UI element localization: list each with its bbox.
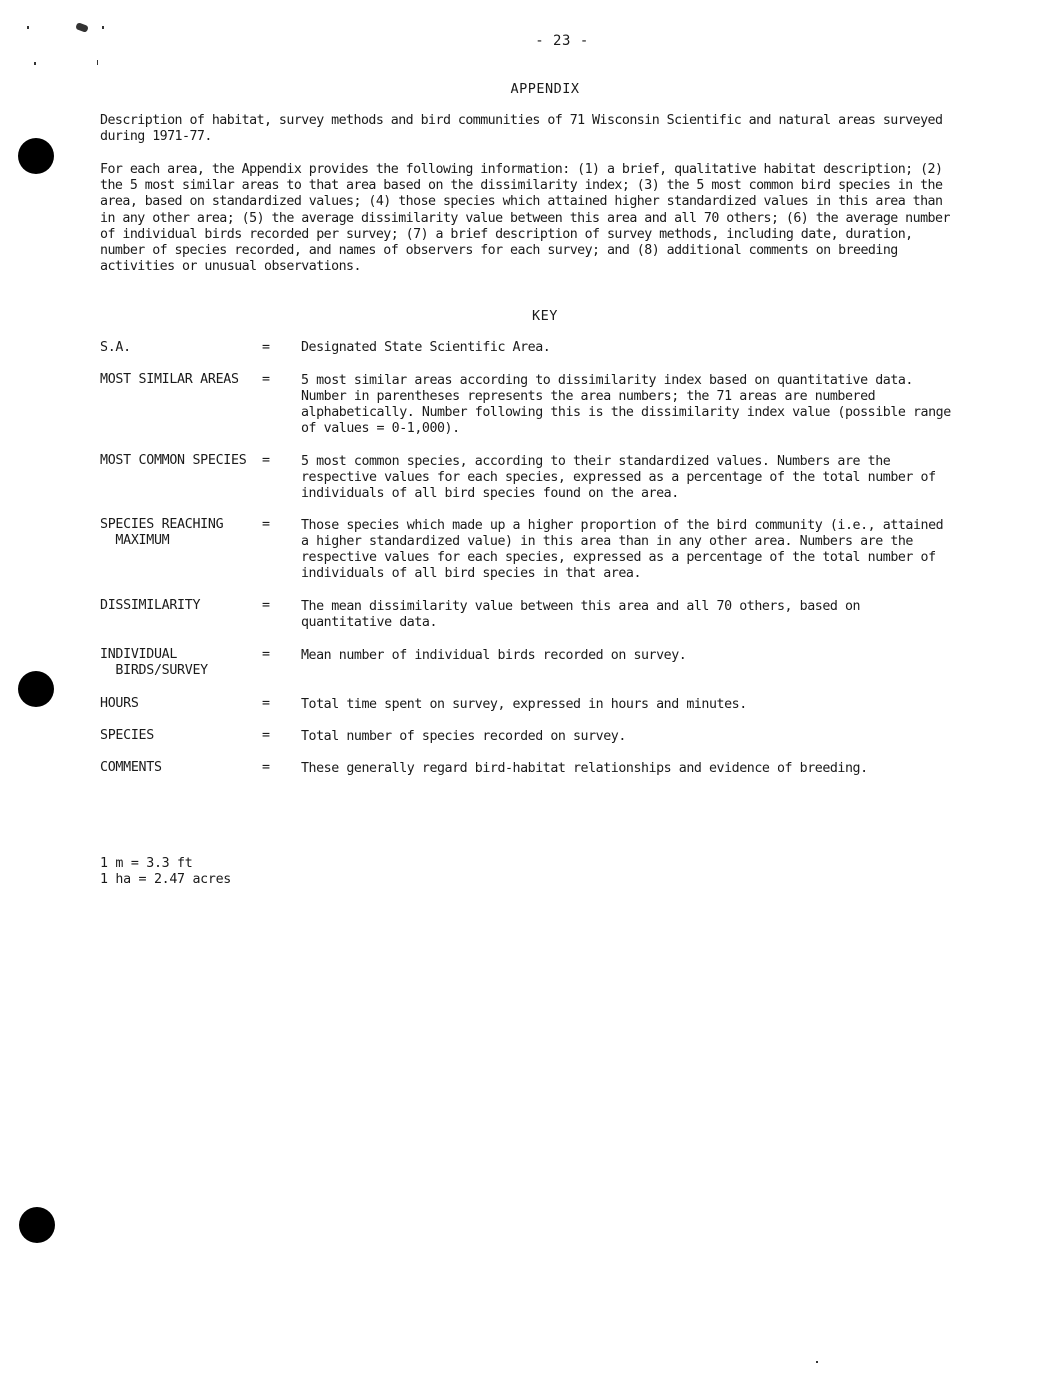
- equals-sign: =: [262, 728, 271, 743]
- equals-sign: =: [262, 647, 271, 662]
- key-definition: The mean dissimilarity value between this area and all 70 others, based on quantitative data.: [301, 599, 861, 630]
- scan-speck: [102, 26, 104, 29]
- scan-speck: [816, 1361, 818, 1363]
- key-term: SPECIES REACHING MAXIMUM: [100, 517, 224, 548]
- key-term: MOST SIMILAR AREAS: [100, 372, 239, 387]
- key-definition: These generally regard bird-habitat relationships and evidence of breeding.: [301, 761, 868, 776]
- punch-hole-middle: [18, 671, 54, 707]
- key-term: HOURS: [100, 696, 139, 711]
- info-paragraph: For each area, the Appendix provides the following information: (1) a brief, qualitative habitat description; (2) the 5 most similar areas to that area based on the dissimilarity index; (3) the 5 most common bird species in the area, based on standardized values; (4) those species which attained higher standardized values in this area than in any other area; (5) the average dissimilarity value between this area and all 70 others; (6) the average number of individual birds recorded per survey; (7) a brief description of survey methods, including date, duration, number of species recorded, and names of observers for each survey; and (8) additional comments on breeding activities or unusual observations.: [100, 162, 950, 275]
- key-definition: 5 most common species, according to their standardized values. Numbers are the respective values for each species, expressed as a percentage of the total number of individuals of all bird species found on the area.: [301, 454, 936, 501]
- appendix-title: APPENDIX: [510, 81, 580, 97]
- conversion-hectares: 1 ha = 2.47 acres: [100, 872, 231, 887]
- equals-sign: =: [262, 598, 271, 613]
- key-term: DISSIMILARITY: [100, 598, 201, 613]
- punch-hole-bottom: [19, 1207, 55, 1243]
- page-number: - 23 -: [535, 33, 589, 49]
- equals-sign: =: [262, 517, 271, 532]
- key-definition: Designated State Scientific Area.: [301, 340, 551, 355]
- intro-paragraph: Description of habitat, survey methods and bird communities of 71 Wisconsin Scientific and natural areas surveyed during 1971-77.: [100, 113, 943, 145]
- scan-speck: [97, 60, 98, 65]
- scan-speck: [27, 26, 29, 29]
- key-definition: Those species which made up a higher proportion of the bird community (i.e., attained a higher standardized value) in this area than in any other area. Numbers are the respective values for each species, expressed as a percentage of the total number of individuals of all bird species in that area.: [301, 518, 944, 581]
- conversion-meters: 1 m = 3.3 ft: [100, 856, 193, 871]
- equals-sign: =: [262, 696, 271, 711]
- key-term: MOST COMMON SPECIES: [100, 453, 247, 468]
- key-term: SPECIES: [100, 728, 154, 743]
- equals-sign: =: [262, 372, 271, 387]
- key-term: COMMENTS: [100, 760, 162, 775]
- equals-sign: =: [262, 340, 271, 355]
- key-definition: Mean number of individual birds recorded on survey.: [301, 648, 687, 663]
- key-definition: 5 most similar areas according to dissimilarity index based on quantitative data. Number in parentheses represents the area numbers; the 71 areas are numbered alphabetically. Number following this is the dissimilarity index value (possible range of values = 0-1,000).: [301, 373, 951, 436]
- scan-speck: [34, 62, 36, 65]
- key-definition: Total number of species recorded on survey.: [301, 729, 626, 744]
- equals-sign: =: [262, 760, 271, 775]
- key-term: S.A.: [100, 340, 131, 355]
- key-title: KEY: [532, 308, 558, 324]
- punch-hole-top: [18, 138, 54, 174]
- scan-speck: [75, 22, 89, 33]
- key-term: INDIVIDUAL BIRDS/SURVEY: [100, 647, 208, 678]
- equals-sign: =: [262, 453, 271, 468]
- key-definition: Total time spent on survey, expressed in hours and minutes.: [301, 697, 747, 712]
